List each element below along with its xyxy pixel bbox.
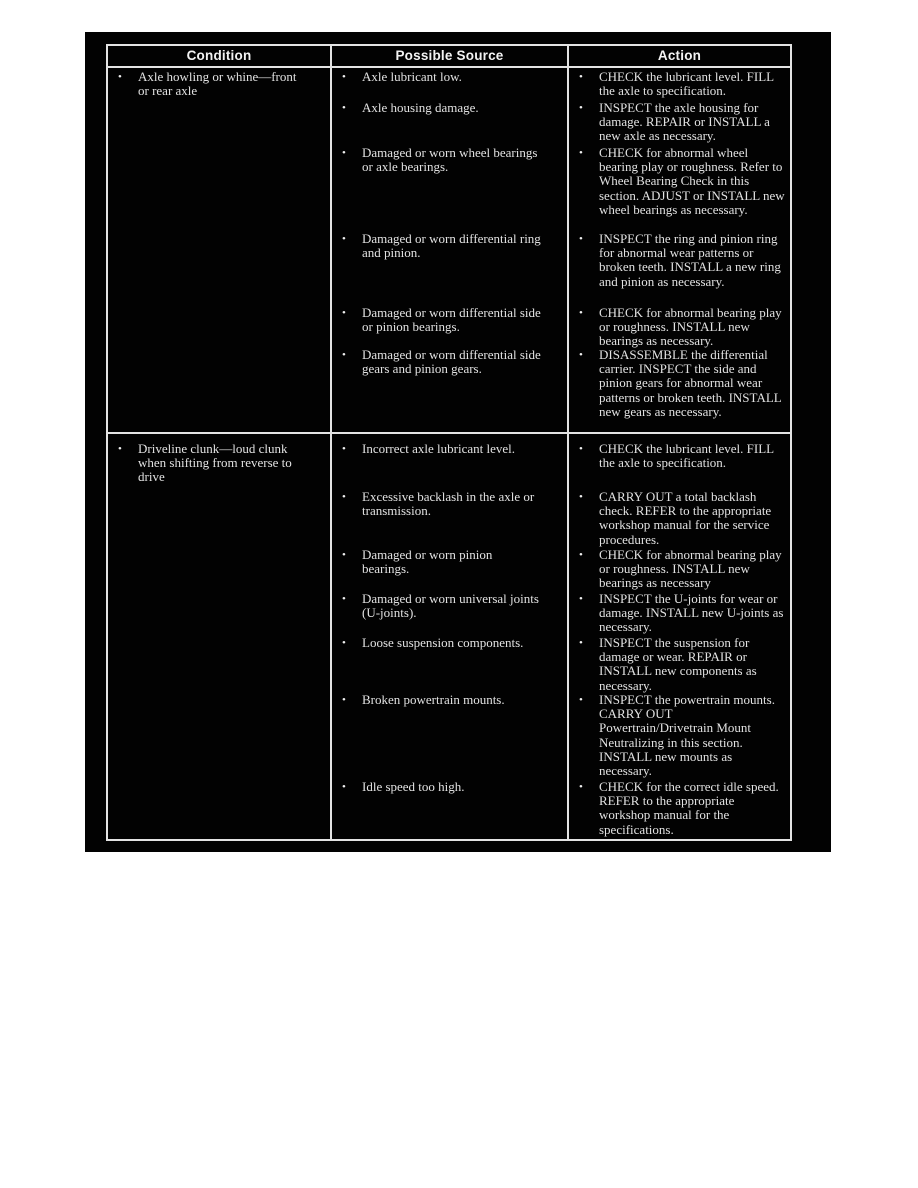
bullet-icon: • (579, 637, 583, 649)
bullet-icon: • (579, 349, 583, 361)
action-item (569, 780, 790, 837)
header-condition: Condition (108, 46, 332, 68)
action-text: INSPECT the axle housing for damage. REPAIR or INSTALL a new axle as necessary. (599, 100, 770, 144)
bullet-icon: • (579, 491, 583, 503)
bullet-icon: • (342, 71, 346, 83)
source-text: Damaged or worn universal joints (U-joints). (362, 591, 539, 621)
action-item (569, 146, 790, 217)
bullet-icon: • (118, 71, 122, 83)
source-item (332, 101, 567, 115)
action-text: CARRY OUT a total backlash check. REFER to the appropriate workshop manual for the service procedures. (599, 489, 772, 547)
source-text: Incorrect axle lubricant level. (362, 441, 516, 456)
action-item (569, 348, 790, 419)
bullet-icon: • (579, 147, 583, 159)
source-item (332, 548, 567, 576)
bullet-icon: • (579, 233, 583, 245)
condition-cell-row1 (108, 68, 332, 434)
diagnosis-table (106, 44, 792, 841)
bullet-icon: • (579, 694, 583, 706)
header-action: Action (569, 46, 790, 68)
action-item (569, 693, 790, 778)
condition-item (108, 70, 330, 98)
action-text: INSPECT the powertrain mounts. CARRY OUT Powertrain/Drivetrain Mount Neutralizing in this section. INSTALL new mounts as necessary. (599, 692, 775, 779)
action-item (569, 232, 790, 289)
source-cell-row2 (332, 434, 569, 839)
bullet-icon: • (118, 443, 122, 455)
bullet-icon: • (579, 102, 583, 114)
condition-cell-row2 (108, 434, 332, 839)
header-possible-source: Possible Source (332, 46, 569, 68)
source-item (332, 693, 567, 707)
bullet-icon: • (579, 443, 583, 455)
source-text: Broken powertrain mounts. (362, 692, 505, 707)
action-text: CHECK the lubricant level. FILL the axle to specification. (599, 441, 774, 471)
source-text: Damaged or worn differential side or pinion bearings. (362, 305, 541, 335)
source-item (332, 348, 567, 376)
action-text: CHECK for the correct idle speed. REFER to the appropriate workshop manual for the specifications. (599, 779, 779, 837)
action-item (569, 490, 790, 547)
diagnosis-table-panel (85, 32, 831, 852)
bullet-icon: • (342, 443, 346, 455)
action-item (569, 592, 790, 635)
action-item (569, 548, 790, 591)
source-text: Damaged or worn wheel bearings or axle bearings. (362, 145, 538, 175)
action-text: CHECK the lubricant level. FILL the axle to specification. (599, 69, 774, 99)
condition-text: Axle howling or whine—front or rear axle (138, 69, 297, 99)
source-text: Axle lubricant low. (362, 69, 462, 84)
source-text: Idle speed too high. (362, 779, 465, 794)
bullet-icon: • (342, 491, 346, 503)
action-text: INSPECT the ring and pinion ring for abnormal wear patterns or broken teeth. INSTALL a new ring and pinion as necessary. (599, 231, 781, 289)
source-item (332, 146, 567, 174)
bullet-icon: • (342, 694, 346, 706)
action-text: DISASSEMBLE the differential carrier. INSPECT the side and pinion gears for abnormal wear patterns or broken teeth. INSTALL new gears as necessary. (599, 347, 782, 419)
bullet-icon: • (579, 781, 583, 793)
source-item (332, 592, 567, 620)
bullet-icon: • (342, 593, 346, 605)
bullet-icon: • (579, 71, 583, 83)
bullet-icon: • (342, 549, 346, 561)
source-text: Damaged or worn pinion bearings. (362, 547, 493, 577)
action-text: INSPECT the U-joints for wear or damage. INSTALL new U-joints as necessary. (599, 591, 784, 635)
bullet-icon: • (342, 147, 346, 159)
source-text: Axle housing damage. (362, 100, 479, 115)
bullet-icon: • (342, 233, 346, 245)
source-item (332, 780, 567, 794)
bullet-icon: • (342, 349, 346, 361)
bullet-icon: • (579, 593, 583, 605)
action-item (569, 636, 790, 693)
source-item (332, 306, 567, 334)
source-cell-row1 (332, 68, 569, 434)
condition-item (108, 442, 330, 485)
source-item (332, 70, 567, 84)
source-item (332, 232, 567, 260)
source-item (332, 636, 567, 650)
action-text: CHECK for abnormal bearing play or roughness. INSTALL new bearings as necessary (599, 547, 782, 591)
source-text: Damaged or worn differential ring and pinion. (362, 231, 541, 261)
source-item (332, 490, 567, 518)
bullet-icon: • (342, 637, 346, 649)
action-item (569, 101, 790, 144)
bullet-icon: • (579, 307, 583, 319)
source-text: Excessive backlash in the axle or transmission. (362, 489, 535, 519)
action-cell-row1 (569, 68, 790, 434)
action-item (569, 70, 790, 98)
source-text: Damaged or worn differential side gears and pinion gears. (362, 347, 541, 377)
bullet-icon: • (342, 307, 346, 319)
action-text: INSPECT the suspension for damage or wear. REPAIR or INSTALL new components as necessary. (599, 635, 757, 693)
condition-text: Driveline clunk—loud clunk when shifting from reverse to drive (138, 441, 292, 485)
action-item (569, 442, 790, 470)
bullet-icon: • (342, 781, 346, 793)
bullet-icon: • (579, 549, 583, 561)
action-text: CHECK for abnormal bearing play or roughness. INSTALL new bearings as necessary. (599, 305, 782, 349)
action-text: CHECK for abnormal wheel bearing play or roughness. Refer to Wheel Bearing Check in this section. ADJUST or INSTALL new wheel bearings as necessary. (599, 145, 785, 217)
bullet-icon: • (342, 102, 346, 114)
source-text: Loose suspension components. (362, 635, 524, 650)
source-item (332, 442, 567, 456)
action-item (569, 306, 790, 349)
action-cell-row2 (569, 434, 790, 839)
